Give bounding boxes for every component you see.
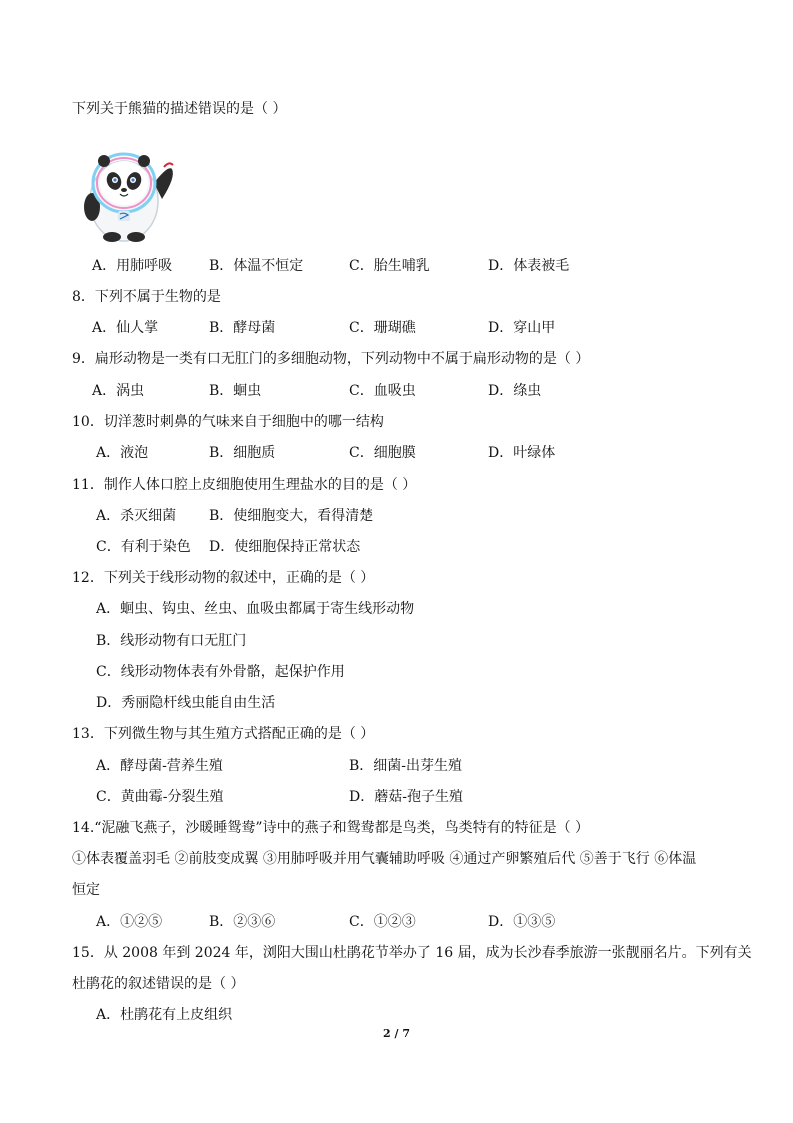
- question-13-option-d: D．蘑菇-孢子生殖: [349, 789, 463, 805]
- question-12-option-d: D．秀丽隐杆线虫能自由生活: [96, 695, 276, 711]
- question-7-option-d: D．体表被毛: [488, 258, 570, 274]
- question-11-option-a: A．杀灭细菌: [96, 508, 177, 524]
- question-8-stem: 8．下列不属于生物的是: [72, 289, 221, 305]
- question-13-option-b: B．细菌-出芽生殖: [349, 758, 463, 774]
- question-13-option-c: C．黄曲霉-分裂生殖: [96, 789, 224, 805]
- question-12-stem: 12．下列关于线形动物的叙述中，正确的是（ ）: [72, 570, 375, 586]
- question-15-stem-continued: 杜鹃花的叙述错误的是（ ）: [72, 976, 245, 992]
- question-7-option-b: B．体温不恒定: [209, 258, 304, 274]
- question-14-stem: 14.“泥融飞燕子，沙暖睡鸳鸯”诗中的燕子和鸳鸯都是鸟类，鸟类特有的特征是（ ）: [72, 820, 590, 836]
- question-12-option-a: A．蛔虫、钩虫、丝虫、血吸虫都属于寄生线形动物: [96, 601, 415, 617]
- question-10-option-b: B．细胞质: [209, 445, 276, 461]
- question-11-option-c: C．有利于染色: [96, 539, 191, 555]
- question-14-choices-line-continued: 恒定: [72, 882, 100, 898]
- question-8-option-c: C．珊瑚礁: [349, 320, 416, 336]
- question-9-option-c: C．血吸虫: [349, 383, 416, 399]
- question-10-stem: 10．切洋葱时刺鼻的气味来自于细胞中的哪一结构: [72, 414, 384, 430]
- question-8-option-b: B．酵母菌: [209, 320, 276, 336]
- question-8-option-d: D．穿山甲: [488, 320, 556, 336]
- question-13-option-a: A．酵母菌-营养生殖: [96, 758, 223, 774]
- question-9-option-a: A．涡虫: [92, 383, 145, 399]
- question-12-option-c: C．线形动物体表有外骨骼，起保护作用: [96, 664, 345, 680]
- question-14-option-c: C．①②③: [349, 914, 416, 930]
- question-9-option-b: B．蛔虫: [209, 383, 262, 399]
- question-7-option-c: C．胎生哺乳: [349, 258, 430, 274]
- page-number: 2 / 7: [383, 1027, 410, 1040]
- question-11-option-d: D．使细胞保持正常状态: [209, 539, 361, 555]
- question-10-option-d: D．叶绿体: [488, 445, 556, 461]
- question-11-option-b: B．使细胞变大，看得清楚: [209, 508, 374, 524]
- question-14-option-b: B．②③⑥: [209, 914, 276, 930]
- question-14-choices-line: ①体表覆盖羽毛 ②前肢变成翼 ③用肺呼吸并用气囊辅助呼吸 ④通过产卵繁殖后代 ⑤善于飞行 ⑥体温: [72, 851, 697, 867]
- question-11-stem: 11．制作人体口腔上皮细胞使用生理盐水的目的是（ ）: [72, 477, 417, 493]
- question-15-stem: 15．从 2008 年到 2024 年，浏阳大围山杜鹃花节举办了 16 届，成为长沙春季旅游一张靓丽名片。下列有关: [72, 945, 752, 961]
- question-14-option-d: D．①③⑤: [488, 914, 556, 930]
- question-12-option-b: B．线形动物有口无肛门: [96, 633, 247, 649]
- question-15-option-a: A．杜鹃花有上皮组织: [96, 1007, 233, 1023]
- panda-mascot-image: [76, 143, 180, 243]
- question-13-stem: 13．下列微生物与其生殖方式搭配正确的是（ ）: [72, 726, 375, 742]
- question-10-option-a: A．液泡: [96, 445, 149, 461]
- question-8-option-a: A．仙人掌: [92, 320, 159, 336]
- question-7-option-a: A．用肺呼吸: [92, 258, 173, 274]
- question-7-stem: 下列关于熊猫的描述错误的是（ ）: [72, 101, 287, 117]
- question-9-stem: 9．扁形动物是一类有口无肛门的多细胞动物，下列动物中不属于扁形动物的是（ ）: [72, 351, 590, 367]
- question-9-option-d: D．绦虫: [488, 383, 542, 399]
- question-10-option-c: C．细胞膜: [349, 445, 416, 461]
- question-14-option-a: A．①②⑤: [96, 914, 163, 930]
